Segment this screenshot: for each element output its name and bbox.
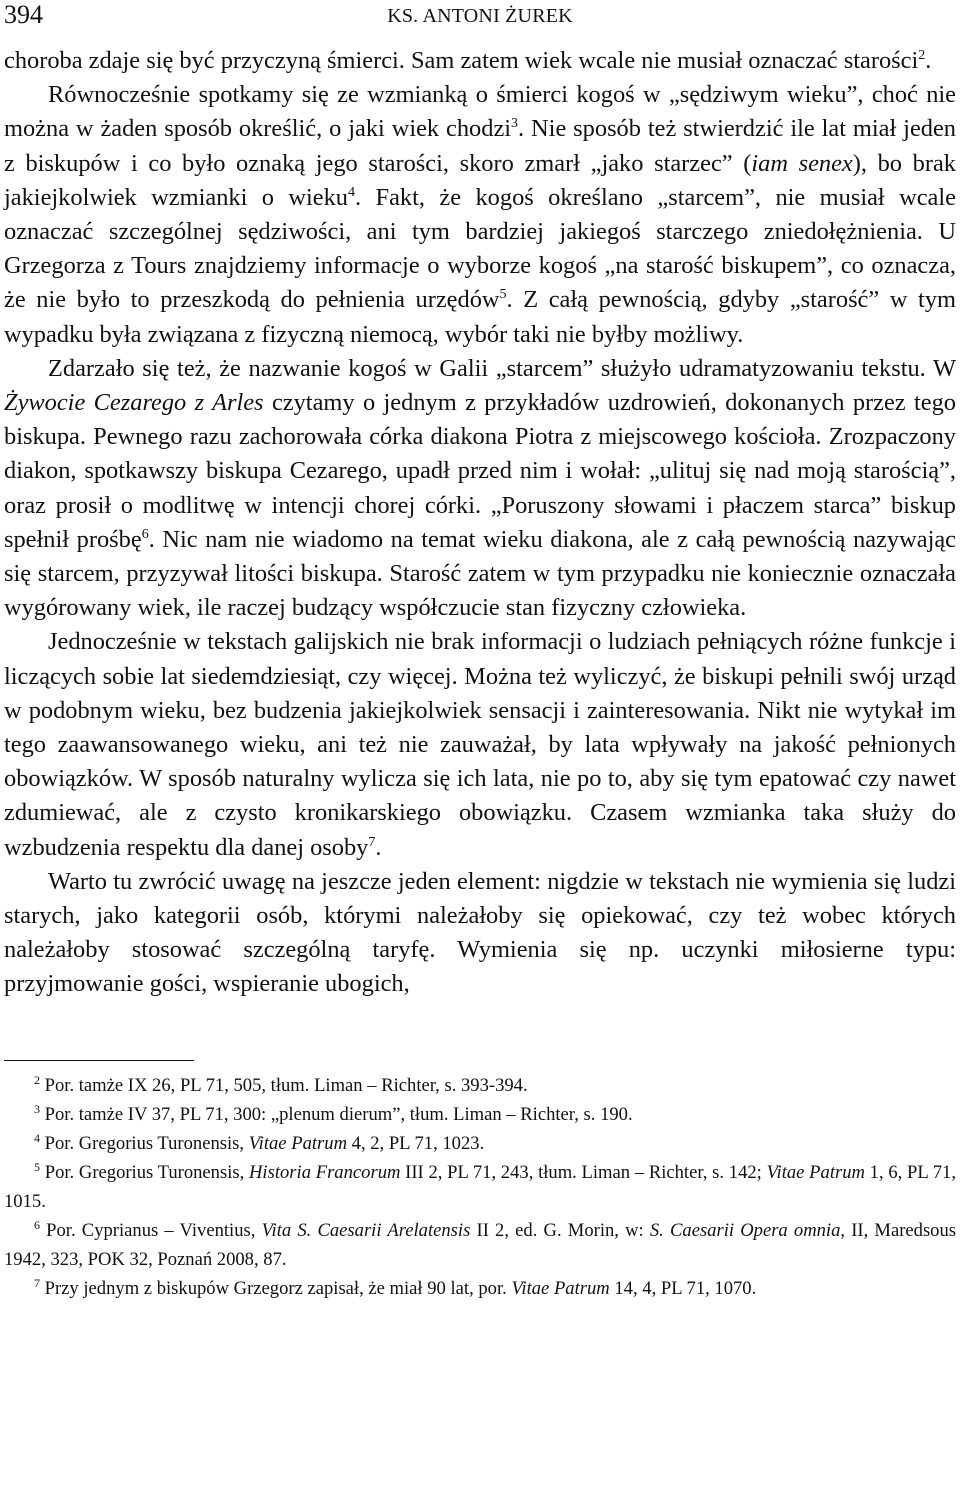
italic-text: Vitae Patrum	[766, 1161, 865, 1183]
text-run: Warto tu zwrócić uwagę na jeszcze jeden element: nigdzie w tekstach nie wymienia się ludzi starych, jako kategorii osób, którymi należałoby się opiekować, czy też wobec których należałoby stosować szczególną taryfę. Wymienia się np. uczynki miłosierne typu: przyjmowanie gości, wspieranie ubogich,	[4, 867, 956, 998]
body-paragraph	[4, 352, 956, 626]
body-paragraph	[4, 44, 956, 78]
italic-text: Vitae Patrum	[248, 1132, 347, 1154]
text-run: 14, 4, PL 71, 1070.	[609, 1277, 757, 1299]
text-run: Por. tamże IX 26, PL 71, 505, tłum. Liman – Richter, s. 393-394.	[40, 1074, 528, 1096]
page-number: 394	[4, 0, 43, 29]
footnote-ref: 3	[511, 116, 519, 132]
footnote	[4, 1100, 956, 1129]
italic-text: Żywocie Cezarego z Arles	[4, 389, 264, 417]
text-run: III 2, PL 71, 243, tłum. Liman – Richter, s. 142;	[400, 1161, 767, 1183]
body-text	[4, 44, 956, 1002]
text-run: ), bo brak jakiejkolwiek wzmianki o wieku	[4, 149, 956, 211]
text-run: .	[925, 47, 932, 74]
text-run: . Nie sposób też stwierdzić ile lat miał jeden z biskupów i co było oznaką jego starości, skoro zmarł „jako starzec” (	[4, 115, 956, 177]
footnote	[4, 1158, 956, 1216]
text-run: . Nic nam nie wiadomo na temat wieku diakona, ale z całą pewnością nazywając się starcem, przyzywał litości biskupa. Starość zatem w tym przypadku nie koniecznie oznaczała wygórowany wiek, ile raczej budzący współczucie stan fizyczny człowieka.	[4, 525, 956, 622]
body-paragraph	[4, 865, 956, 1002]
text-run: Jednocześnie w tekstach galijskich nie brak informacji o ludziach pełniących różne funkcje i liczących sobie lat siedemdziesiąt, czy więcej. Można też wyliczyć, że biskupi pełnili swój urząd w podobnym wieku, bez budzenia jakiejkolwiek sensacji i zainteresowania. Nikt nie wytykał im tego zaawansowanego wieku, ani też nie zauważał, by lata wpływały na jakość pełnionych obowiązków. W sposób naturalny wylicza się ich lata, nie po to, aby się tym epatować czy nawet zdumiewać, ale z czysto kronikarskiego obowiązku. Czasem wzmianka taka służy do wzbudzenia respektu dla danej osoby	[4, 628, 956, 861]
body-paragraph	[4, 625, 956, 864]
footnote-ref: 2	[918, 47, 926, 63]
body-paragraph	[4, 78, 956, 352]
italic-text: Vita S. Caesarii Arelatensis	[261, 1219, 471, 1241]
text-run: choroba zdaje się być przyczyną śmierci. Sam zatem wiek wcale nie musiał oznaczać starości	[4, 47, 919, 74]
text-run: Równocześnie spotkamy się ze wzmianką o śmierci kogoś w „sędziwym wieku”, choć nie można w żaden sposób określić, o jaki wiek chodzi	[4, 81, 956, 143]
italic-text: Vitae Patrum	[511, 1277, 610, 1299]
text-run: II 2, ed. G. Morin, w:	[470, 1219, 650, 1241]
footnote	[4, 1274, 956, 1303]
text-run: Por. Cyprianus – Viventius,	[40, 1219, 262, 1241]
footnote-ref: 4	[348, 184, 356, 200]
footnote-ref: 2	[34, 1072, 40, 1087]
footnote-rule	[4, 1060, 194, 1061]
footnotes	[4, 1071, 956, 1303]
text-run: 1, 6, PL 71, 1015.	[4, 1161, 956, 1212]
page-header	[4, 0, 956, 34]
text-run: , II, Maredsous 1942, 323, POK 32, Poznań 2008, 87.	[4, 1219, 957, 1270]
text-run: 4, 2, PL 71, 1023.	[347, 1132, 485, 1154]
text-run: . Fakt, że kogoś określano „starcem”, nie musiał wcale oznaczać szczególnej sędziwości, ani tym bardziej jakiegoś starczego zniedołężnienia. U Grzegorza z Tours znajdziemy informacje o wyborze kogoś „na starość biskupem”, co oznacza, że nie było to przeszkodą do pełnienia urzędów	[4, 183, 956, 314]
text-run: Por. Gregorius Turonensis,	[40, 1161, 249, 1183]
italic-text: Historia Francorum	[249, 1161, 401, 1183]
italic-text: iam senex	[751, 149, 853, 177]
footnote-ref: 5	[34, 1159, 40, 1174]
footnote-ref: 4	[34, 1130, 40, 1145]
italic-text: S. Caesarii Opera omnia	[649, 1219, 841, 1241]
running-head: KS. ANTONI ŻUREK	[387, 5, 573, 27]
footnote	[4, 1129, 956, 1158]
footnote	[4, 1071, 956, 1100]
text-run: .	[375, 833, 382, 861]
footnote-ref: 6	[34, 1217, 40, 1232]
text-run: czytamy o jednym z przykładów uzdrowień, dokonanych przez tego biskupa. Pewnego razu zachorowała córka diakona Piotra z miejscowego kościoła. Zrozpaczony diakon, spotkawszy biskupa Cezarego, upadł przed nim i wołał: „ulituj się nad moją starością”, oraz prosił o modlitwę w intencji chorej córki. „Poruszony słowami i płaczem starca” biskup spełnił prośbę	[4, 389, 956, 553]
text-run: Przy jednym z biskupów Grzegorz zapisał, że miał 90 lat, por.	[40, 1277, 512, 1299]
footnote-ref: 6	[141, 526, 149, 542]
footnote-ref: 7	[34, 1275, 40, 1290]
text-run: Por. Gregorius Turonensis,	[40, 1132, 249, 1154]
text-run: . Z całą pewnością, gdyby „starość” w tym wypadku była związana z fizyczną niemocą, wybór taki nie byłby możliwy.	[4, 286, 956, 348]
document-page	[4, 0, 956, 1303]
text-run: Zdarzało się też, że nazwanie kogoś w Galii „starcem” służyło udramatyzowaniu tekstu. W	[48, 354, 956, 382]
text-run: Por. tamże IV 37, PL 71, 300: „plenum dierum”, tłum. Liman – Richter, s. 190.	[40, 1103, 633, 1125]
footnote-ref: 7	[368, 834, 376, 850]
footnote-ref: 3	[34, 1101, 40, 1116]
footnote-ref: 5	[499, 287, 507, 303]
footnote	[4, 1216, 956, 1274]
